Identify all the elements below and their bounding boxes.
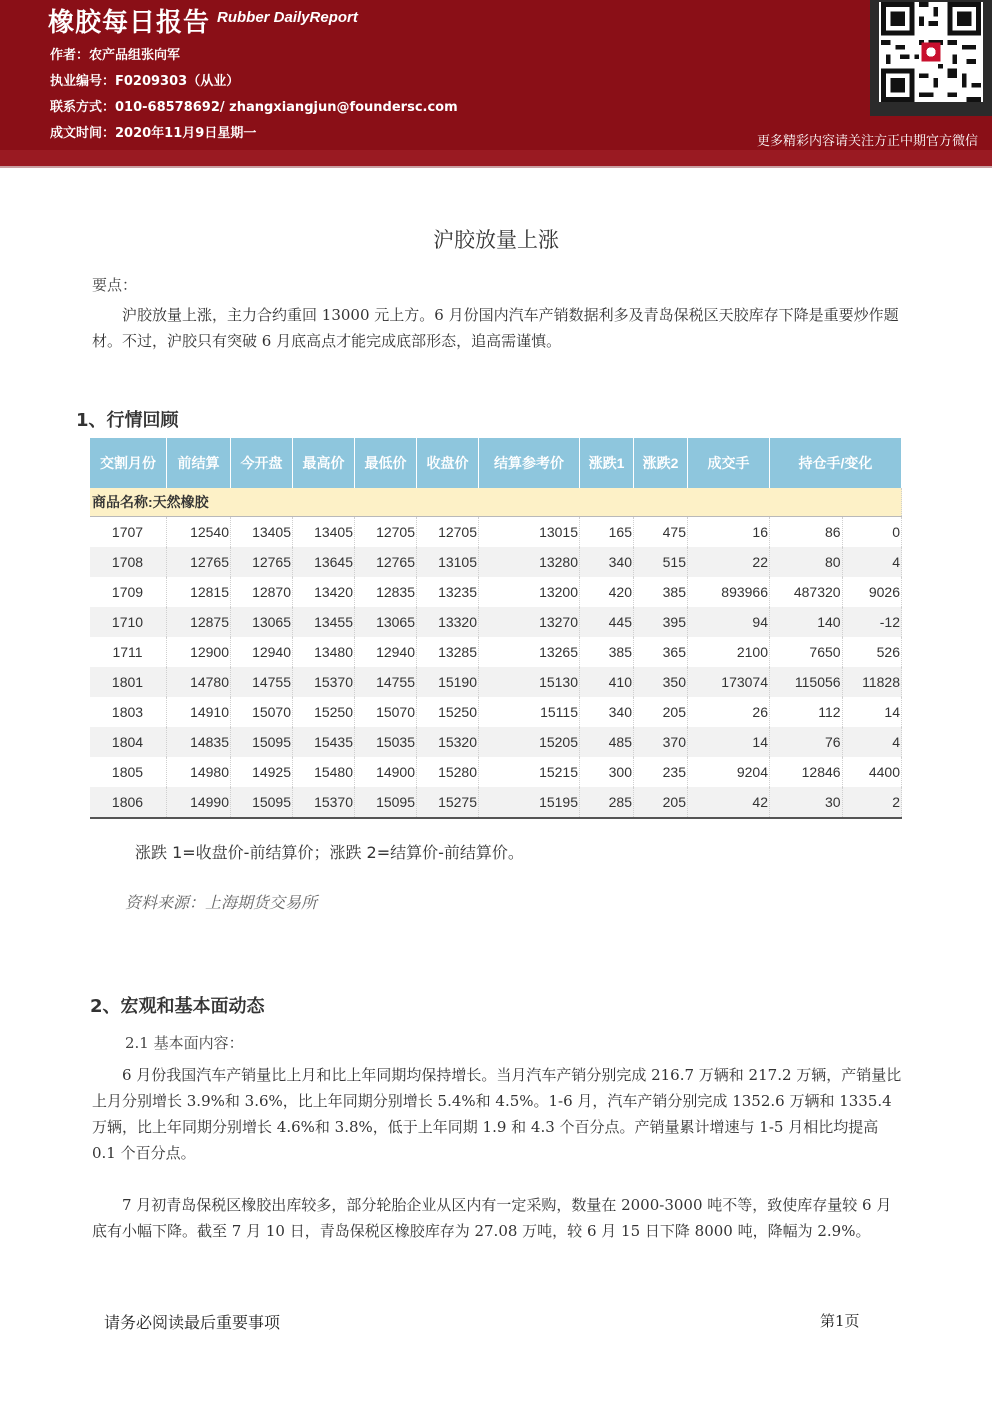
table-note: 涨跌 1=收盘价-前结算价；涨跌 2=结算价-前结算价。 xyxy=(135,843,524,862)
table-cell: 4 xyxy=(842,727,901,757)
table-cell: 13065 xyxy=(231,607,293,637)
table-cell: 12765 xyxy=(355,547,417,577)
table-cell: 205 xyxy=(634,697,688,727)
table-cell: 15095 xyxy=(231,787,293,818)
summary-text: 沪胶放量上涨，主力合约重回 13000 元上方。6 月份国内汽车产销数据利多及青岛保税区天胶库存下降是重要炒作题材。不过，沪胶只有突破 6 月底高点才能完成底部形态，追高需谨慎。 xyxy=(92,306,899,350)
table-cell: 893966 xyxy=(688,577,770,607)
table-row xyxy=(90,667,902,697)
table-cell: 410 xyxy=(580,667,634,697)
table-cell: 9026 xyxy=(842,577,901,607)
table-cell: 13105 xyxy=(417,547,479,577)
table-cell: 1707 xyxy=(90,517,167,548)
table-cell: 445 xyxy=(580,607,634,637)
table-cell: 285 xyxy=(580,787,634,818)
table-cell: 112 xyxy=(770,697,843,727)
table-cell: 13645 xyxy=(293,547,355,577)
table-cell: 165 xyxy=(580,517,634,548)
table-cell: 14990 xyxy=(167,787,231,818)
table-cell: 13420 xyxy=(293,577,355,607)
table-cell: 14 xyxy=(688,727,770,757)
table-cell: 13480 xyxy=(293,637,355,667)
section-heading-market-review: 1、行情回顾 xyxy=(76,410,179,431)
product-row xyxy=(90,488,902,517)
table-cell: 9204 xyxy=(688,757,770,787)
table-cell: 13235 xyxy=(417,577,479,607)
report-subtitle: Rubber DailyReport xyxy=(217,9,358,26)
table-cell: 13320 xyxy=(417,607,479,637)
paragraph-text: 6 月份我国汽车产销量比上月和比上年同期均保持增长。当月汽车产销分别完成 216.7 万辆和 217.2 万辆，产销量比上月分别增长 3.9%和 3.6%，比上年同期分别增长 5.4%和 4.5%。1-6 月，汽车产销分别完成 1352.6 万辆和 1335.4 万辆，比上年同期分别增长 4.6%和 3.8%，低于上年同期 1.9 和 4.3 个百分点。产销量累计增速与 1-5 月相比均提高 0.1 个百分点。 xyxy=(92,1066,902,1162)
summary-paragraph xyxy=(92,302,902,354)
table-cell: 13405 xyxy=(231,517,293,548)
header-divider xyxy=(0,150,992,166)
table-cell: 12846 xyxy=(770,757,843,787)
table-cell: 15095 xyxy=(231,727,293,757)
table-cell: 515 xyxy=(634,547,688,577)
table-cell: 13015 xyxy=(479,517,580,548)
report-title: 橡胶每日报告 xyxy=(48,8,211,38)
table-cell: 15250 xyxy=(417,697,479,727)
table-row xyxy=(90,577,902,607)
table-cell: 12705 xyxy=(417,517,479,548)
product-name: 商品名称:天然橡胶 xyxy=(90,488,902,517)
table-cell: 173074 xyxy=(688,667,770,697)
table-cell: 15215 xyxy=(479,757,580,787)
futures-quote-table xyxy=(90,438,902,819)
table-cell: 15070 xyxy=(355,697,417,727)
table-cell: 12870 xyxy=(231,577,293,607)
table-header-row xyxy=(90,438,902,488)
table-cell: 13280 xyxy=(479,547,580,577)
column-header: 成交手 xyxy=(688,438,770,488)
table-cell: 370 xyxy=(634,727,688,757)
table-cell: 420 xyxy=(580,577,634,607)
table-cell: 76 xyxy=(770,727,843,757)
table-cell: 15190 xyxy=(417,667,479,697)
table-cell: 14780 xyxy=(167,667,231,697)
column-header: 涨跌2 xyxy=(634,438,688,488)
table-cell: 94 xyxy=(688,607,770,637)
table-cell: 16 xyxy=(688,517,770,548)
table-cell: 22 xyxy=(688,547,770,577)
table-cell: 15095 xyxy=(355,787,417,818)
document-title: 沪胶放量上涨 xyxy=(433,228,559,252)
table-cell: 15435 xyxy=(293,727,355,757)
table-cell: 12835 xyxy=(355,577,417,607)
table-row xyxy=(90,787,902,818)
table-cell: 12705 xyxy=(355,517,417,548)
table-cell: 15480 xyxy=(293,757,355,787)
table-cell: 13065 xyxy=(355,607,417,637)
table-cell: 13265 xyxy=(479,637,580,667)
table-cell: 0 xyxy=(842,517,901,548)
table-cell: 1803 xyxy=(90,697,167,727)
table-cell: 14 xyxy=(842,697,901,727)
table-cell: 1709 xyxy=(90,577,167,607)
key-points-label: 要点： xyxy=(92,276,138,294)
page-number: 第1页 xyxy=(820,1312,860,1330)
column-header: 最高价 xyxy=(293,438,355,488)
fundamentals-paragraph-inventory xyxy=(92,1192,902,1244)
table-cell: 15320 xyxy=(417,727,479,757)
table-cell: 12940 xyxy=(231,637,293,667)
header-divider-thin xyxy=(0,166,992,168)
table-cell: 15370 xyxy=(293,787,355,818)
table-cell: 80 xyxy=(770,547,843,577)
paragraph-text: 7 月初青岛保税区橡胶出库较多，部分轮胎企业从区内有一定采购，数量在 2000-3000 吨不等，致使库存量较 6 月底有小幅下降。截至 7 月 10 日，青岛保税区橡胶库存为 27.08 万吨，较 6 月 15 日下降 8000 吨，降幅为 2.9%。 xyxy=(92,1196,892,1240)
table-cell: 1806 xyxy=(90,787,167,818)
table-cell: 340 xyxy=(580,697,634,727)
table-cell: 1801 xyxy=(90,667,167,697)
table-cell: 15280 xyxy=(417,757,479,787)
column-header: 今开盘 xyxy=(231,438,293,488)
table-cell: 12765 xyxy=(231,547,293,577)
table-cell: 2100 xyxy=(688,637,770,667)
table-cell: 15275 xyxy=(417,787,479,818)
column-header: 最低价 xyxy=(355,438,417,488)
footer-notice: 请务必阅读最后重要事项 xyxy=(104,1313,281,1332)
column-header: 交割月份 xyxy=(90,438,167,488)
table-row xyxy=(90,607,902,637)
table-cell: 365 xyxy=(634,637,688,667)
table-cell: 15035 xyxy=(355,727,417,757)
wechat-follow-note: 更多精彩内容请关注方正中期官方微信 xyxy=(756,134,978,149)
table-cell: 385 xyxy=(580,637,634,667)
table-cell: 12940 xyxy=(355,637,417,667)
table-cell: 4400 xyxy=(842,757,901,787)
table-cell: 26 xyxy=(688,697,770,727)
table-cell: 475 xyxy=(634,517,688,548)
fundamentals-paragraph-auto xyxy=(92,1062,902,1166)
table-cell: 13270 xyxy=(479,607,580,637)
subsection-heading-fundamentals: 2.1 基本面内容： xyxy=(125,1034,244,1052)
table-row xyxy=(90,697,902,727)
table-cell: 13455 xyxy=(293,607,355,637)
table-cell: 14755 xyxy=(231,667,293,697)
table-cell: 12765 xyxy=(167,547,231,577)
column-header: 收盘价 xyxy=(417,438,479,488)
table-cell: 235 xyxy=(634,757,688,787)
table-cell: 42 xyxy=(688,787,770,818)
table-row xyxy=(90,517,902,548)
table-row xyxy=(90,727,902,757)
table-cell: 1708 xyxy=(90,547,167,577)
author-line: 作者：农产品组张向军 xyxy=(50,48,181,63)
table-cell: 300 xyxy=(580,757,634,787)
table-cell: 1711 xyxy=(90,637,167,667)
table-cell: 487320 xyxy=(770,577,843,607)
table-cell: 15195 xyxy=(479,787,580,818)
table-cell: 1710 xyxy=(90,607,167,637)
table-cell: 350 xyxy=(634,667,688,697)
table-cell: 14755 xyxy=(355,667,417,697)
table-cell: 13405 xyxy=(293,517,355,548)
date-line: 成文时间：2020年11月9日星期一 xyxy=(50,126,257,141)
table-cell: 12875 xyxy=(167,607,231,637)
table-cell: 86 xyxy=(770,517,843,548)
table-cell: 30 xyxy=(770,787,843,818)
table-cell: -12 xyxy=(842,607,901,637)
table-row xyxy=(90,757,902,787)
table-cell: 395 xyxy=(634,607,688,637)
table-cell: 13285 xyxy=(417,637,479,667)
table-cell: 12540 xyxy=(167,517,231,548)
table-cell: 140 xyxy=(770,607,843,637)
data-source: 资料来源：上海期货交易所 xyxy=(125,893,318,912)
column-header: 结算参考价 xyxy=(479,438,580,488)
table-cell: 14910 xyxy=(167,697,231,727)
table-cell: 12900 xyxy=(167,637,231,667)
table-cell: 7650 xyxy=(770,637,843,667)
table-cell: 2 xyxy=(842,787,901,818)
table-cell: 15115 xyxy=(479,697,580,727)
table-cell: 205 xyxy=(634,787,688,818)
table-cell: 4 xyxy=(842,547,901,577)
table-cell: 14900 xyxy=(355,757,417,787)
table-cell: 526 xyxy=(842,637,901,667)
table-row xyxy=(90,547,902,577)
table-cell: 13200 xyxy=(479,577,580,607)
qr-code-icon xyxy=(879,2,983,102)
column-header: 持仓手/变化 xyxy=(770,438,902,488)
table-cell: 14925 xyxy=(231,757,293,787)
contact-line: 联系方式：010-68578692/ zhangxiangjun@foundersc.com xyxy=(50,100,458,115)
section-heading-macro: 2、宏观和基本面动态 xyxy=(90,996,265,1017)
column-header: 涨跌1 xyxy=(580,438,634,488)
table-cell: 15130 xyxy=(479,667,580,697)
table-cell: 1804 xyxy=(90,727,167,757)
table-cell: 115056 xyxy=(770,667,843,697)
table-cell: 14980 xyxy=(167,757,231,787)
table-cell: 485 xyxy=(580,727,634,757)
column-header: 前结算 xyxy=(167,438,231,488)
table-cell: 15250 xyxy=(293,697,355,727)
table-cell: 14835 xyxy=(167,727,231,757)
license-line: 执业编号：F0209303（从业） xyxy=(50,74,240,89)
table-cell: 15370 xyxy=(293,667,355,697)
table-cell: 12815 xyxy=(167,577,231,607)
table-cell: 1805 xyxy=(90,757,167,787)
table-cell: 15070 xyxy=(231,697,293,727)
table-cell: 385 xyxy=(634,577,688,607)
table-row xyxy=(90,637,902,667)
table-cell: 15205 xyxy=(479,727,580,757)
table-cell: 340 xyxy=(580,547,634,577)
table-cell: 11828 xyxy=(842,667,901,697)
